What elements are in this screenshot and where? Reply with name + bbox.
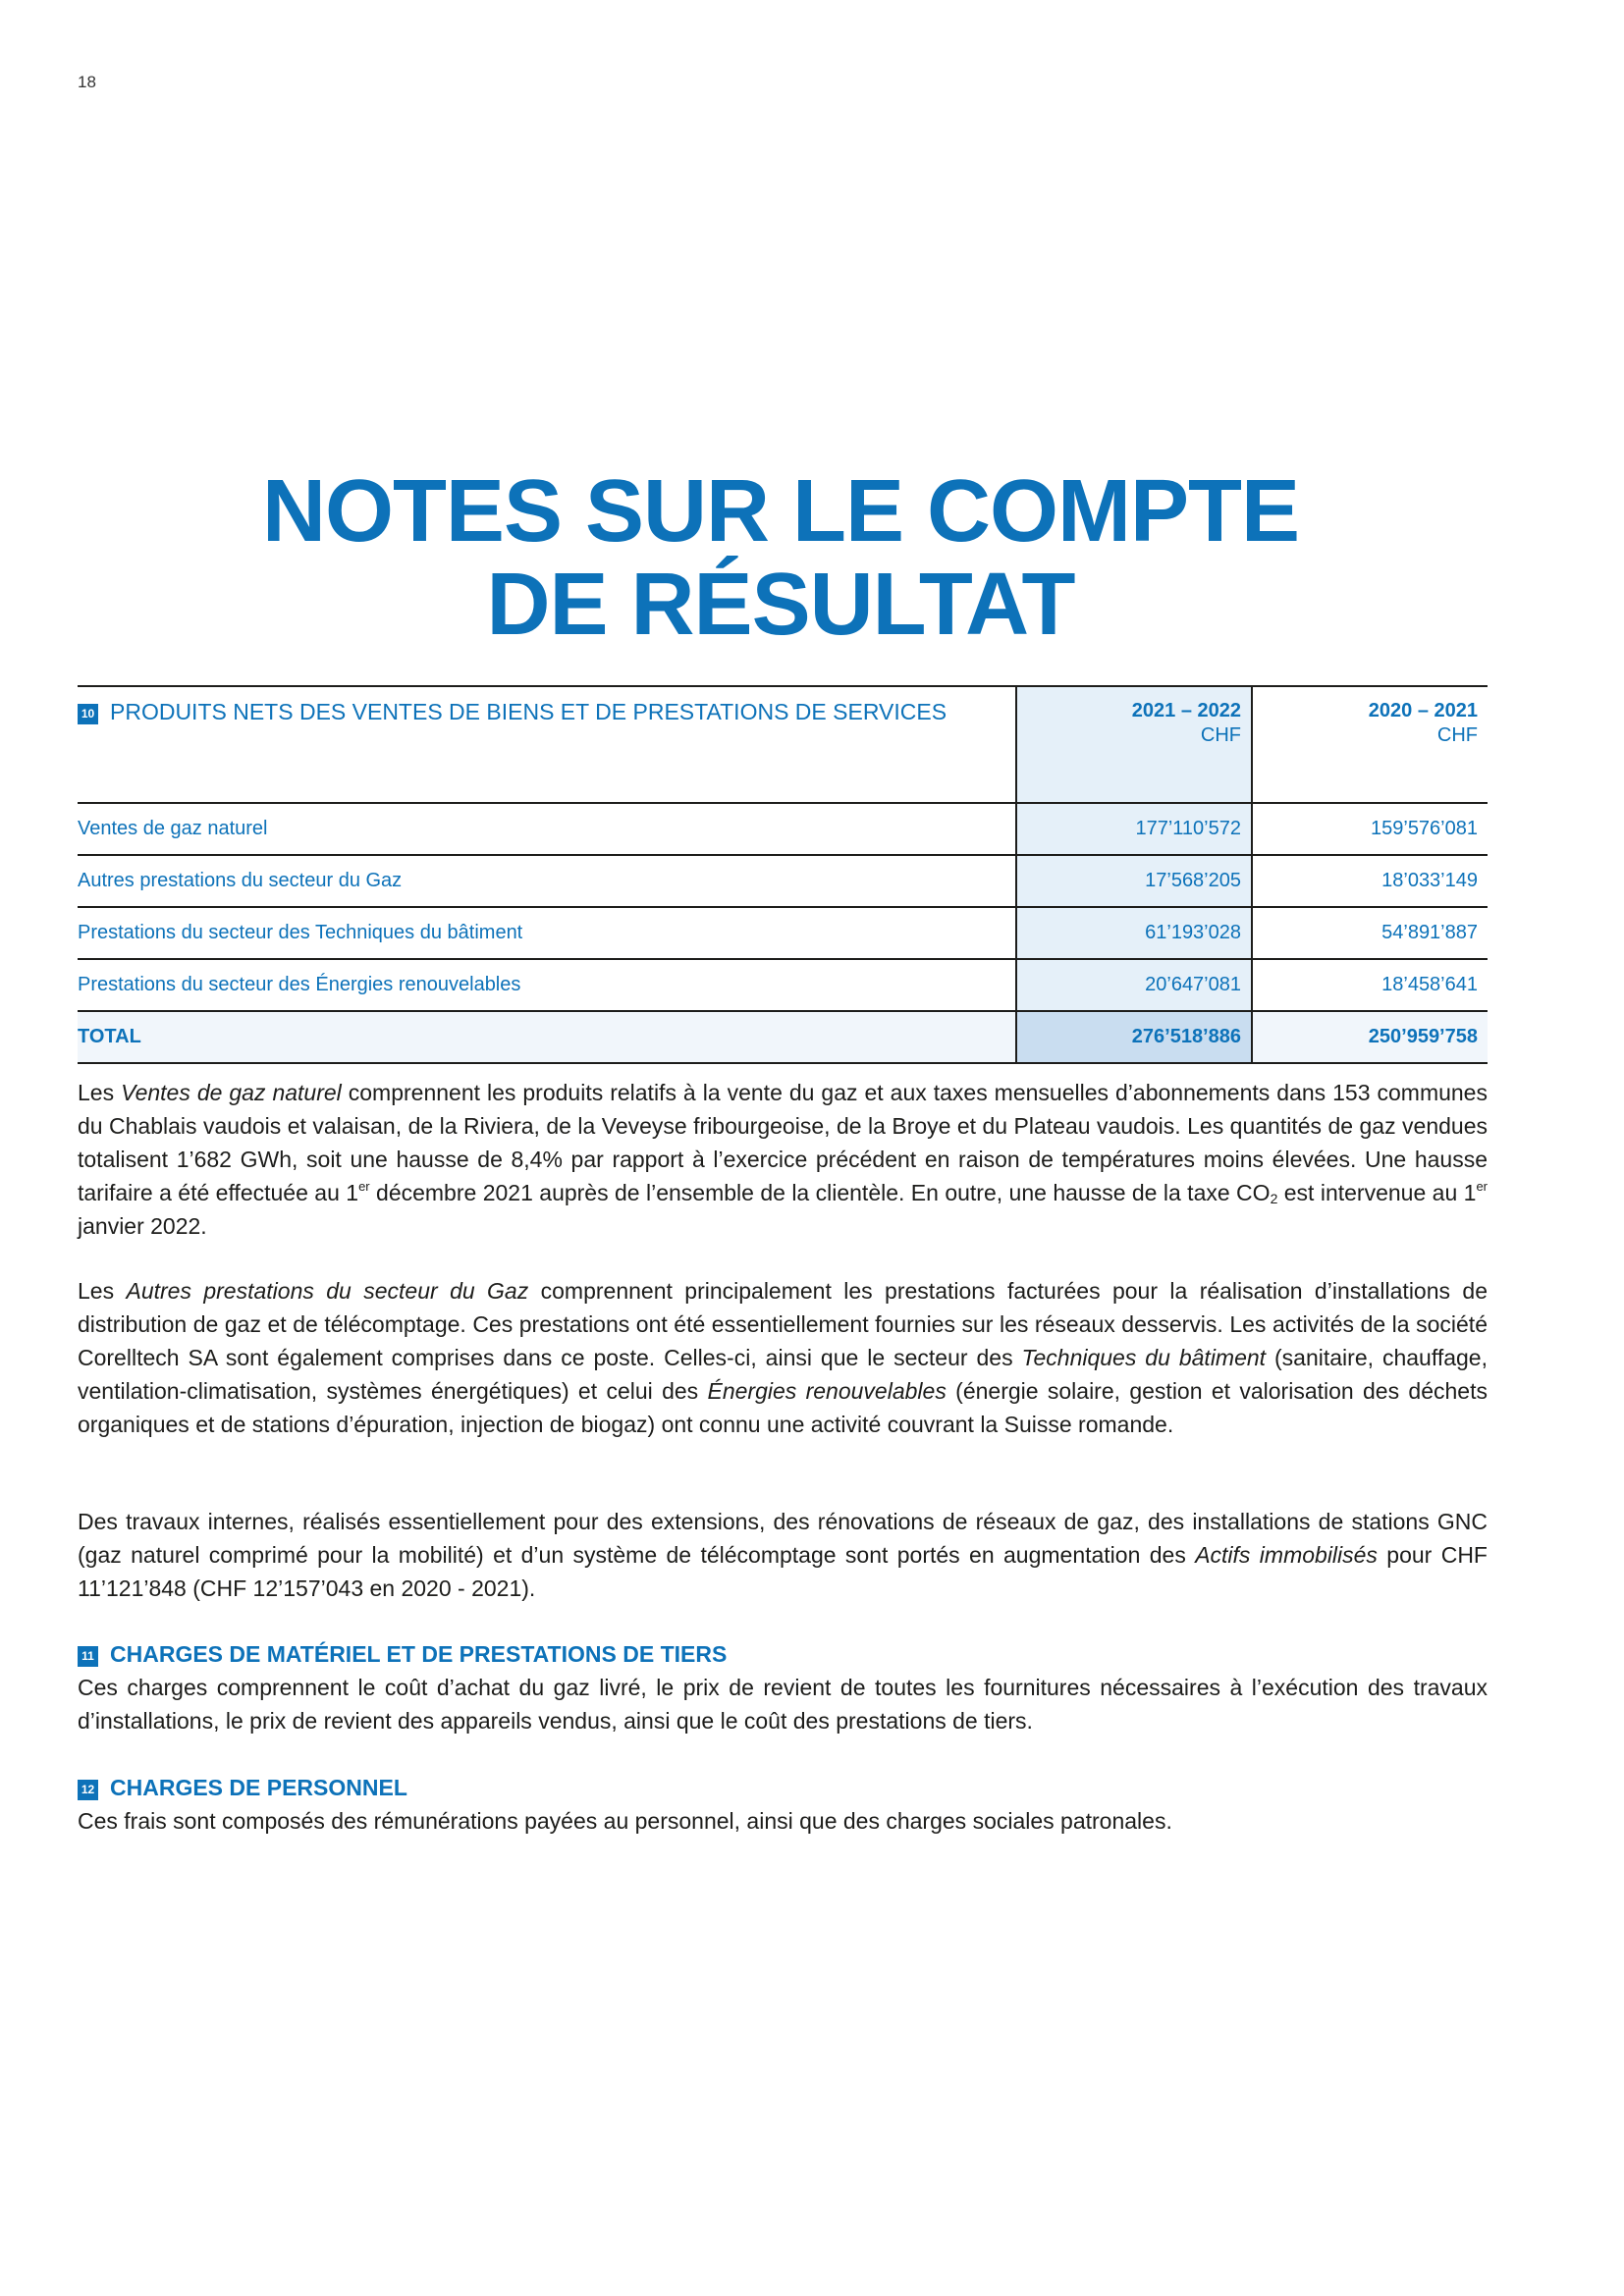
row-value-previous: 159’576’081 (1252, 803, 1488, 855)
column-header-current-year (1016, 686, 1252, 803)
table-heading (78, 686, 1016, 803)
row-value-current: 17’568’205 (1016, 855, 1252, 907)
text-run: décembre 2021 auprès de l’ensemble de la clientèle. En outre, une hausse de la taxe CO (369, 1180, 1271, 1205)
italic-term: Techniques du bâtiment (1021, 1345, 1267, 1370)
superscript: er (1476, 1179, 1488, 1194)
page-title-line-1: NOTES SUR LE COMPTE (261, 462, 1300, 561)
note-11-text: Ces charges comprennent le coût d’achat du gaz livré, le prix de revient de toutes les fournitures nécessaires à l’exécution des travaux d’installations, le prix de revient des appareils vendus, ainsi que le coût des prestations de tiers. (78, 1675, 1488, 1734)
table-row (78, 907, 1488, 959)
row-label: Autres prestations du secteur du Gaz (78, 855, 1016, 907)
total-value-current: 276’518’886 (1016, 1011, 1252, 1063)
column-unit: CHF (1436, 724, 1478, 746)
text-run: comprennent principalement les prestations facturées pour la réalisation d’installations de distribution de gaz et de télécomptage. Ces prestations ont été essentiellement fournies sur les réseaux desservis. Les activités de la société Corelltech SA sont également comprises dans ce poste. Celles-ci, ainsi que le secteur des (78, 1278, 1488, 1370)
page-number: 18 (78, 73, 96, 91)
row-value-current: 177’110’572 (1016, 803, 1252, 855)
superscript: er (358, 1179, 370, 1194)
row-label: Prestations du secteur des Techniques du bâtiment (78, 907, 1016, 959)
text-run: Les (78, 1278, 127, 1304)
row-value-previous: 18’458’641 (1252, 959, 1488, 1011)
text-run: est intervenue au 1 (1277, 1180, 1477, 1205)
note-number-badge: 11 (78, 1646, 98, 1667)
total-row (78, 1011, 1488, 1063)
note-number-badge: 10 (78, 704, 98, 724)
column-year: 2020 – 2021 (1368, 700, 1478, 721)
row-label: Prestations du secteur des Énergies renouvelables (78, 959, 1016, 1011)
text-run: Des travaux internes, réalisés essentiellement pour des extensions, des rénovations de réseaux de gaz, des installations de stations GNC (gaz naturel comprimé pour la mobilité) et d’un système de télécomptage sont portés en augmentation des (78, 1509, 1488, 1568)
paragraph-internal-works (78, 1505, 1488, 1605)
row-value-current: 61’193’028 (1016, 907, 1252, 959)
page-title-line-2: DE RÉSULTAT (486, 556, 1075, 654)
paragraph-gas-sales (78, 1076, 1488, 1243)
column-year: 2021 – 2022 (1131, 700, 1241, 721)
italic-term: Ventes de gaz naturel (121, 1080, 342, 1105)
text-run: (sanitaire, chauffage, ventilation-climatisation, systèmes énergétiques) et celui des (78, 1345, 1488, 1404)
row-value-previous: 54’891’887 (1252, 907, 1488, 959)
revenue-table (78, 685, 1488, 1064)
text-run: (énergie solaire, gestion et valorisation des déchets organiques et de stations d’épuration, injection de biogaz) ont connu une activité couvrant la Suisse romande. (78, 1378, 1488, 1437)
note-12-text: Ces frais sont composés des rémunérations payées au personnel, ainsi que des charges sociales patronales. (78, 1808, 1172, 1834)
subscript: 2 (1270, 1191, 1278, 1206)
text-run: Les (78, 1080, 122, 1105)
text-run: pour CHF 11’121’848 (CHF 12’157’043 en 2020 - 2021). (78, 1542, 1488, 1601)
total-value-previous: 250’959’758 (1252, 1011, 1488, 1063)
row-value-previous: 18’033’149 (1252, 855, 1488, 907)
text-run: janvier 2022. (78, 1213, 207, 1239)
table-row (78, 959, 1488, 1011)
italic-term: Actifs immobilisés (1195, 1542, 1378, 1568)
table-header-row (78, 686, 1488, 803)
italic-term: Énergies renouvelables (707, 1378, 947, 1404)
italic-term: Autres prestations du secteur du Gaz (126, 1278, 529, 1304)
note-heading-text: CHARGES DE MATÉRIEL ET DE PRESTATIONS DE TIERS (110, 1641, 728, 1667)
note-12-heading (78, 1773, 407, 1802)
note-number-badge: 12 (78, 1780, 98, 1800)
total-label: TOTAL (78, 1011, 1016, 1063)
row-label: Ventes de gaz naturel (78, 803, 1016, 855)
page-title (0, 462, 1561, 654)
table-row (78, 803, 1488, 855)
table-heading-text: PRODUITS NETS DES VENTES DE BIENS ET DE PRESTATIONS DE SERVICES (110, 699, 947, 724)
paragraph-other-services (78, 1274, 1488, 1441)
note-heading-text: CHARGES DE PERSONNEL (110, 1775, 407, 1800)
row-value-current: 20’647’081 (1016, 959, 1252, 1011)
column-unit: CHF (1200, 724, 1241, 746)
text-run: comprennent les produits relatifs à la vente du gaz et aux taxes mensuelles d’abonnements dans 153 communes du Chablais vaudois et valaisan, de la Riviera, de la Veveyse fribourgeoise, de la Broye et du Plateau vaudois. Les quantités de gaz vendues totalisent 1’682 GWh, soit une hausse de 8,4% par rapport à l’exercice précédent en raison de températures moins élevées. Une hausse tarifaire a été effectuée au 1 (78, 1080, 1488, 1205)
column-header-previous-year (1252, 686, 1488, 803)
note-11-heading (78, 1639, 727, 1669)
table-row (78, 855, 1488, 907)
